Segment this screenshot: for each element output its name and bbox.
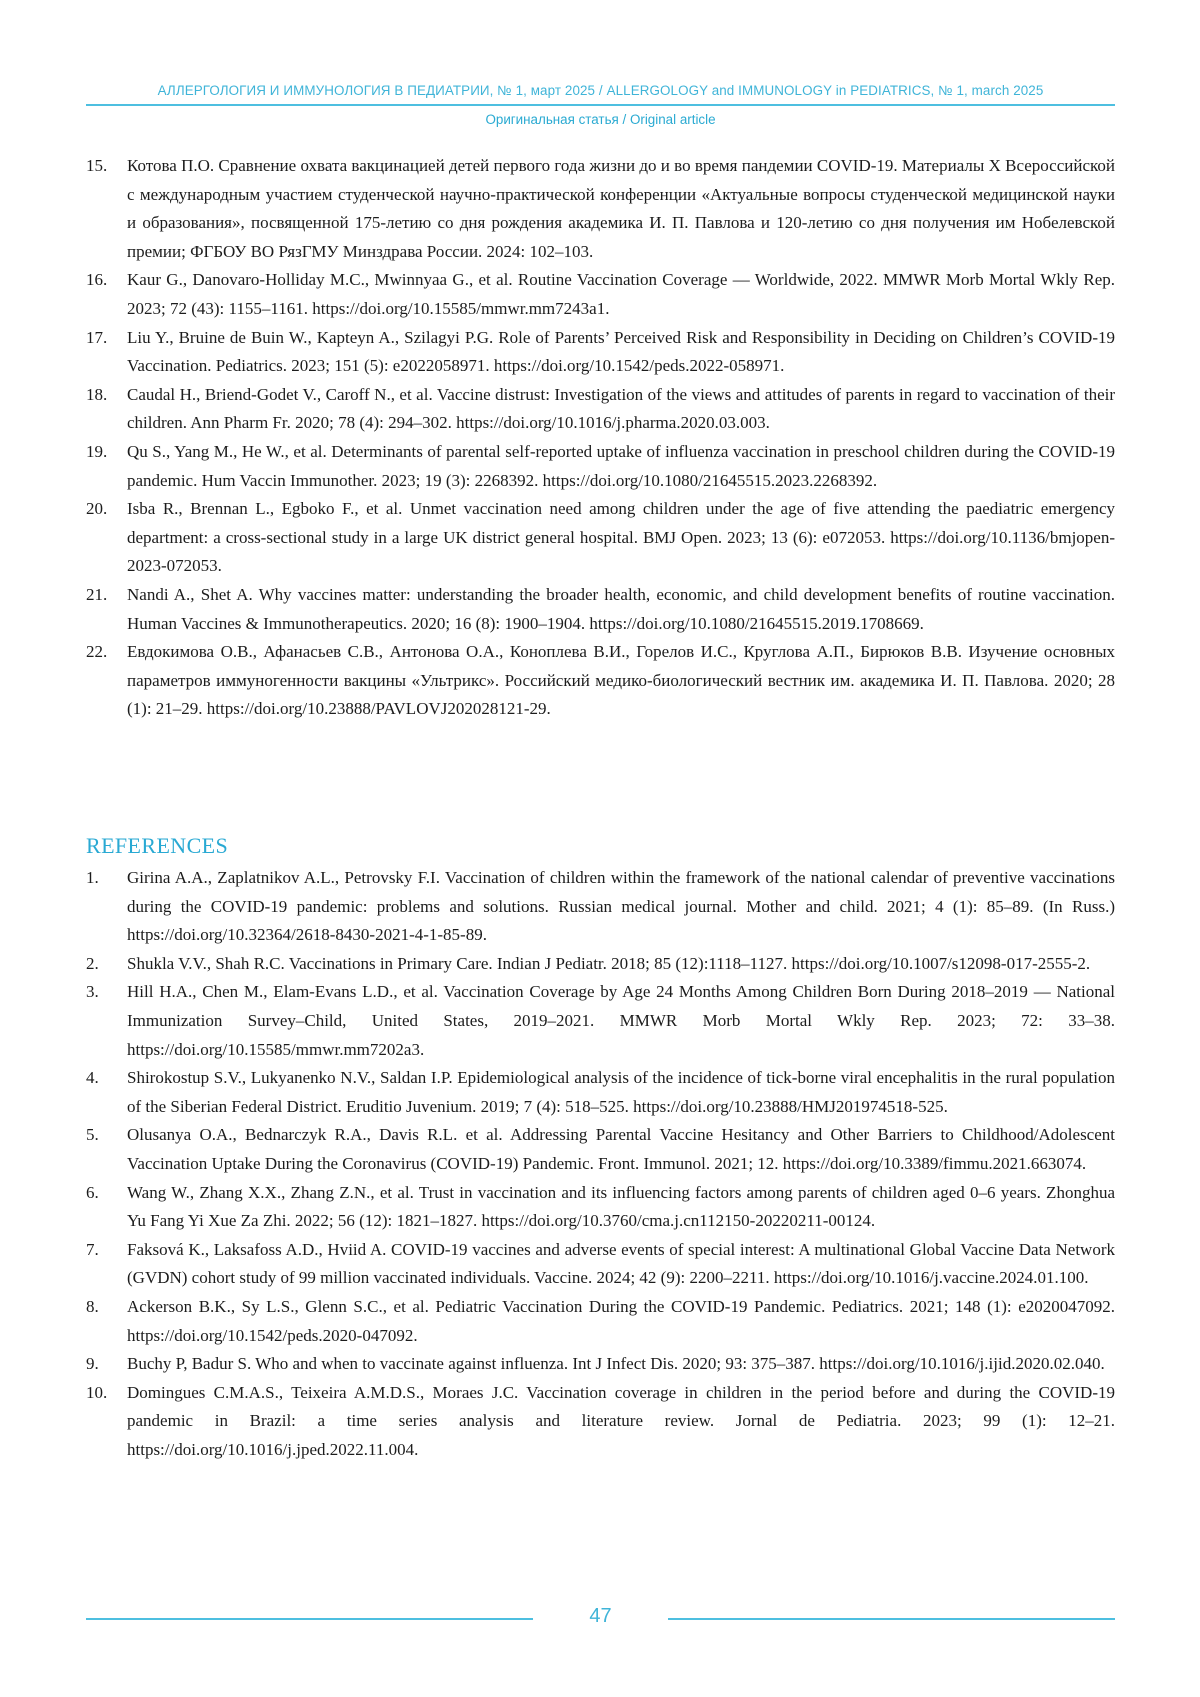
reference-number: 7.	[86, 1239, 99, 1259]
reference-text: Girina A.A., Zaplatnikov A.L., Petrovsky F.I. Vaccination of children within the framework of the national calendar of preventive vaccinations during the COVID-19 pandemic: problems and solutions. Russian medical journal. Mother and child. 2021; 4 (1): 85–89. (In Russ.) https://doi.org/10.32364/2618-8430-2021-4-1-85-89.	[127, 868, 1115, 945]
reference-text: Caudal H., Briend-Godet V., Caroff N., et al. Vaccine distrust: Investigation of the views and attitudes of parents in regard to vaccination of their children. Ann Pharm Fr. 2020; 78 (4): 294–302. https://doi.org/10.1016/j.pharma.2020.03.003.	[127, 384, 1115, 433]
reference-item	[86, 638, 1115, 724]
reference-number: 18.	[86, 384, 108, 404]
reference-item	[86, 1121, 1115, 1178]
reference-item	[86, 152, 1115, 266]
reference-number: 15.	[86, 156, 108, 175]
reference-item	[86, 438, 1115, 495]
reference-number: 1.	[86, 868, 99, 887]
journal-title: АЛЛЕРГОЛОГИЯ И ИММУНОЛОГИЯ В ПЕДИАТРИИ, № 1, март 2025 / ALLERGOLOGY and IMMUNOLOGY in PEDIATRICS, № 1, march 2025	[157, 83, 1044, 98]
reference-number: 20.	[86, 499, 108, 519]
reference-text: Domingues C.M.A.S., Teixeira A.M.D.S., Moraes J.C. Vaccination coverage in children in the period before and during the COVID-19 pandemic in Brazil: a time series analysis and literature review. Jornal de Pediatria. 2023; 99 (1): 12–21. https://doi.org/10.1016/j.jped.2022.11.004.	[127, 1382, 1115, 1459]
reference-number: 2.	[86, 953, 99, 973]
reference-number: 10.	[86, 1382, 108, 1402]
reference-item	[86, 266, 1115, 323]
reference-item	[86, 1293, 1115, 1350]
reference-item	[86, 978, 1115, 1064]
reference-text: Hill H.A., Chen M., Elam-Evans L.D., et al. Vaccination Coverage by Age 24 Months Among Children Born During 2018–2019 — National Immunization Survey–Child, United States, 2019–2021. MMWR Morb Mortal Wkly Rep. 2023; 72: 33–38. https://doi.org/10.15585/mmwr.mm7202a3.	[127, 982, 1115, 1059]
reference-item	[86, 1179, 1115, 1236]
reference-number: 3.	[86, 982, 99, 1002]
reference-number: 21.	[86, 584, 108, 604]
reference-text: Ackerson B.K., Sy L.S., Glenn S.C., et al. Pediatric Vaccination During the COVID-19 Pandemic. Pediatrics. 2021; 148 (1): e2020047092. https://doi.org/10.1542/peds.2020-047092.	[127, 1296, 1115, 1345]
reference-number: 17.	[86, 327, 108, 347]
reference-number: 9.	[86, 1354, 99, 1374]
reference-item	[86, 1064, 1115, 1121]
reference-list-english	[86, 832, 1115, 1464]
reference-text: Liu Y., Bruine de Buin W., Kapteyn A., Szilagyi P.G. Role of Parents’ Perceived Risk and Responsibility in Deciding on Children’s COVID-19 Vaccination. Pediatrics. 2023; 151 (5): e2022058971. https://doi.org/10.1542/peds.2022-058971.	[127, 327, 1115, 376]
reference-text: Wang W., Zhang X.X., Zhang Z.N., et al. Trust in vaccination and its influencing factors among parents of children aged 0–6 years. Zhonghua Yu Fang Yi Xue Za Zhi. 2022; 56 (12): 1821–1827. https://doi.org/10.3760/cma.j.cn112150-20220211-00124.	[127, 1182, 1115, 1231]
reference-text: Shirokostup S.V., Lukyanenko N.V., Saldan I.P. Epidemiological analysis of the incidence of tick-borne viral encephalitis in the rural population of the Siberian Federal District. Eruditio Juvenium. 2019; 7 (4): 518–525. https://doi.org/10.23888/HMJ201974518-525.	[127, 1068, 1115, 1116]
reference-text: Isba R., Brennan L., Egboko F., et al. Unmet vaccination need among children under the age of five attending the paediatric emergency department: a cross-sectional study in a large UK district general hospital. BMJ Open. 2023; 13 (6): e072053. https://doi.org/10.1136/bmjopen-2023-072053.	[127, 499, 1115, 576]
page-number: 47	[589, 1605, 612, 1627]
article-type: Оригинальная статья / Original article	[485, 111, 716, 127]
reference-number: 22.	[86, 642, 108, 662]
reference-item	[86, 324, 1115, 381]
reference-number: 16.	[86, 270, 108, 290]
references-heading: REFERENCES	[86, 833, 229, 858]
reference-text: Shukla V.V., Shah R.C. Vaccinations in Primary Care. Indian J Pediatr. 2018; 85 (12):1118–1127. https://doi.org/10.1007/s12098-017-2555-2.	[127, 953, 1091, 973]
reference-text: Buchy P, Badur S. Who and when to vaccinate against influenza. Int J Infect Dis. 2020; 93: 375–387. https://doi.org/10.1016/j.ijid.2020.02.040.	[127, 1354, 1105, 1374]
reference-item	[86, 1236, 1115, 1293]
reference-item	[86, 381, 1115, 438]
page-footer	[86, 1602, 1115, 1632]
reference-item	[86, 950, 1115, 979]
reference-text: Faksová K., Laksafoss A.D., Hviid A. COVID-19 vaccines and adverse events of special interest: A multinational Global Vaccine Data Network (GVDN) cohort study of 99 million vaccinated individuals. Vaccine. 2024; 42 (9): 2200–2211. https://doi.org/10.1016/j.vaccine.2024.01.100.	[127, 1239, 1115, 1288]
reference-list-russian	[86, 152, 1115, 724]
reference-item	[86, 1350, 1115, 1379]
reference-text: Olusanya O.A., Bednarczyk R.A., Davis R.L. et al. Addressing Parental Vaccine Hesitancy and Other Barriers to Childhood/Adolescent Vaccination Uptake During the Coronavirus (COVID-19) Pandemic. Front. Immunol. 2021; 12. https://doi.org/10.3389/fimmu.2021.663074.	[127, 1125, 1115, 1173]
footer-divider-right	[668, 1618, 1115, 1620]
reference-text: Kaur G., Danovaro-Holliday M.C., Mwinnyaa G., et al. Routine Vaccination Coverage — Worldwide, 2022. MMWR Morb Mortal Wkly Rep. 2023; 72 (43): 1155–1161. https://doi.org/10.15585/mmwr.mm7243a1.	[127, 270, 1115, 318]
reference-item	[86, 1379, 1115, 1465]
reference-number: 4.	[86, 1068, 99, 1088]
page-header	[86, 82, 1115, 129]
reference-text: Nandi A., Shet A. Why vaccines matter: understanding the broader health, economic, and child development benefits of routine vaccination. Human Vaccines & Immunotherapeutics. 2020; 16 (8): 1900–1904. https://doi.org/10.1080/21645515.2019.1708669.	[127, 584, 1115, 633]
reference-number: 5.	[86, 1125, 99, 1145]
header-divider	[86, 104, 1115, 106]
reference-text: Евдокимова О.В., Афанасьев С.В., Антонова О.А., Коноплева В.И., Горелов И.С., Круглова А.П., Бирюков В.В. Изучение основных параметров иммуногенности вакцины «Ультрикс». Российский медико-биологический вестник им. академика И. П. Павлова. 2020; 28 (1): 21–29. https://doi.org/10.23888/PAVLOVJ202028121-29.	[127, 642, 1115, 719]
reference-item	[86, 581, 1115, 638]
reference-number: 8.	[86, 1296, 99, 1316]
reference-item	[86, 495, 1115, 581]
reference-number: 6.	[86, 1182, 99, 1202]
reference-item	[86, 864, 1115, 950]
reference-text: Котова П.О. Сравнение охвата вакцинацией детей первого года жизни до и во время пандемии COVID-19. Материалы X Всероссийской с международным участием студенческой научно-практической конференции «Актуальные вопросы студенческой медицинской науки и образования», посвященной 175-летию со дня рождения академика И. П. Павлова и 120-летию со дня получения им Нобелевской премии; ФГБОУ ВО РязГМУ Минздрава России. 2024: 102–103.	[127, 156, 1115, 261]
reference-number: 19.	[86, 441, 108, 461]
reference-text: Qu S., Yang M., He W., et al. Determinants of parental self-reported uptake of influenza vaccination in preschool children during the COVID-19 pandemic. Hum Vaccin Immunother. 2023; 19 (3): 2268392. https://doi.org/10.1080/21645515.2023.2268392.	[127, 441, 1115, 490]
